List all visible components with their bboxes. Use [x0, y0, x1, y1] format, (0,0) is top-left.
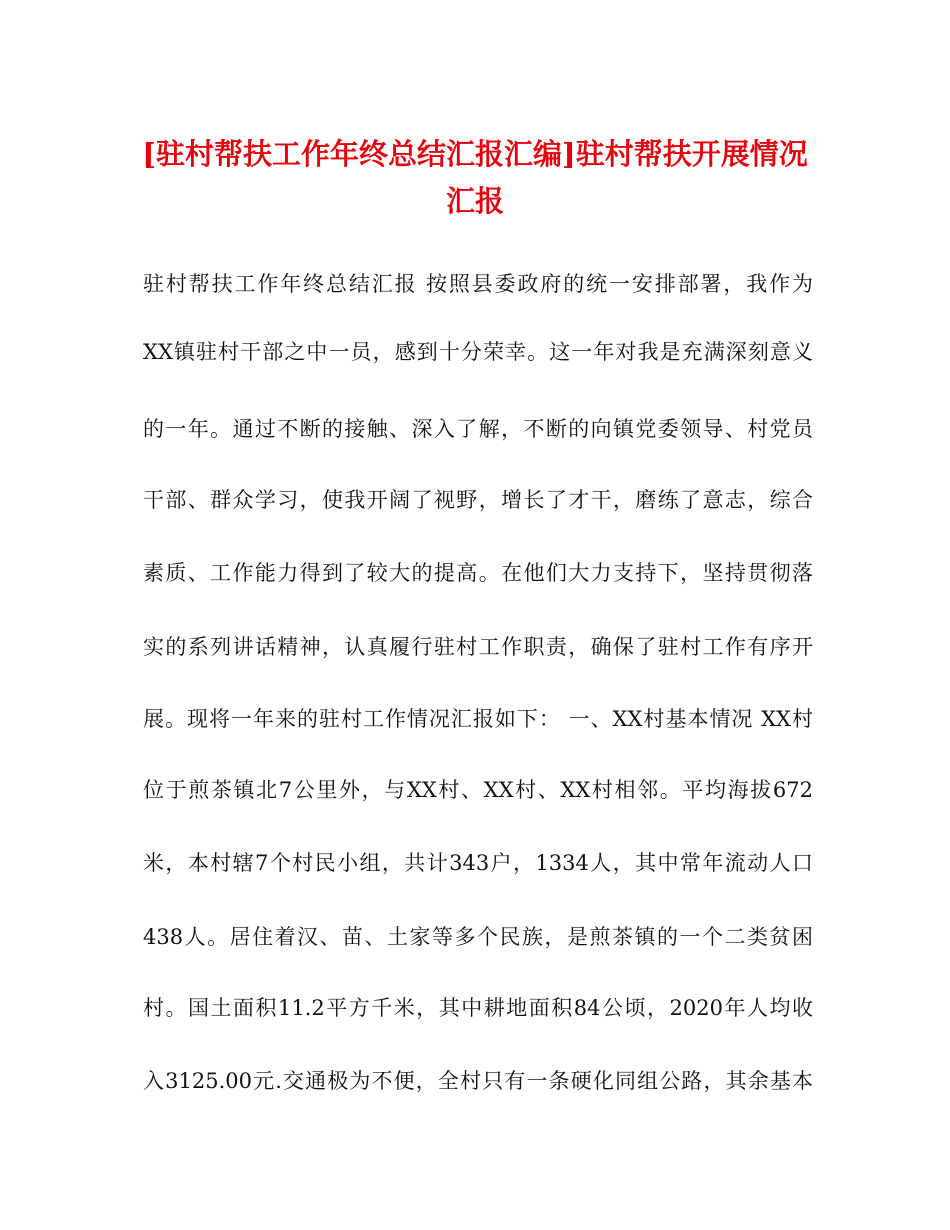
body-line-8: 位于煎茶镇北7公里外，与XX村、XX村、XX村相邻。平均海拔672	[143, 778, 813, 802]
body-line-12: 入3125.00元.交通极为不便，全村只有一条硬化同组公路，其余基本	[143, 1069, 813, 1093]
document-title-line-1: [驻村帮扶工作年终总结汇报汇编]驻村帮扶开展情况	[142, 137, 808, 171]
body-line-5: 素质、工作能力得到了较大的提高。在他们大力支持下，坚持贯彻落	[143, 561, 813, 585]
body-line-4: 干部、群众学习，使我开阔了视野，增长了才干，磨练了意志，综合	[143, 488, 813, 512]
body-line-1: 驻村帮扶工作年终总结汇报 按照县委政府的统一安排部署，我作为	[143, 272, 813, 296]
body-line-7: 展。现将一年来的驻村工作情况汇报如下： 一、XX村基本情况 XX村	[143, 707, 813, 731]
body-line-11: 村。国土面积11.2平方千米，其中耕地面积84公顷，2020年人均收	[143, 996, 813, 1020]
document-title-line-2: 汇报	[445, 184, 504, 218]
body-line-3: 的一年。通过不断的接触、深入了解，不断的向镇党委领导、村党员	[143, 417, 813, 441]
body-line-10: 438人。居住着汉、苗、土家等多个民族，是煎茶镇的一个二类贫困	[143, 925, 813, 949]
body-line-6: 实的系列讲话精神，认真履行驻村工作职责，确保了驻村工作有序开	[143, 635, 813, 659]
body-line-2: XX镇驻村干部之中一员，感到十分荣幸。这一年对我是充满深刻意义	[143, 340, 813, 364]
body-line-9: 米，本村辖7个村民小组，共计343户，1334人，其中常年流动人口	[143, 851, 813, 875]
